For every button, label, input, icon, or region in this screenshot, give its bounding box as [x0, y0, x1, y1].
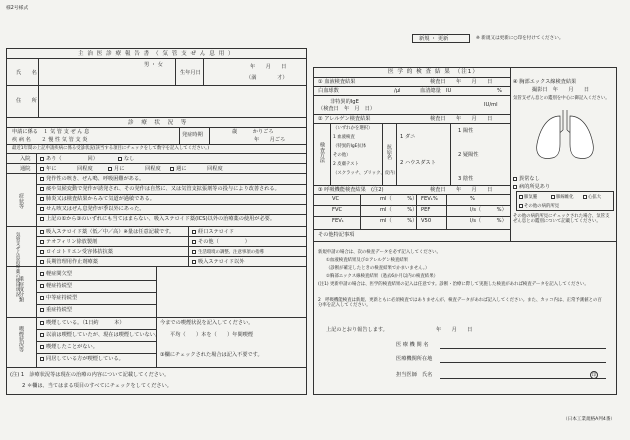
- ige-date: （検査日 年 月 日）: [318, 106, 376, 112]
- wbc-label: 白血球数: [318, 88, 339, 94]
- treatment-long-term: 長期管理用作止剤療薬: [46, 259, 98, 265]
- certify-date: 年 月 日: [436, 327, 473, 333]
- severity-item: 軽症持続型: [46, 283, 72, 289]
- recent-visits-note: 最近1年間の上記申請疾病に係る受診状況(該当する項目にチェックをして数字を記入してください。): [12, 146, 210, 151]
- seal-icon: [590, 371, 598, 379]
- lung-param: VC: [332, 196, 340, 202]
- severity-right-line: [156, 266, 157, 317]
- severity-item: 中等症持続型: [46, 295, 78, 301]
- severity-label: 重症度分類: [18, 276, 24, 302]
- symptom-checkbox[interactable]: [40, 177, 44, 181]
- doctor-name-label: 担当医師 氏名: [396, 372, 433, 378]
- treatment-ics-checkbox[interactable]: [40, 230, 44, 234]
- lung-unit-2: %: [470, 196, 475, 202]
- treatment-theophylline-checkbox[interactable]: [40, 240, 44, 244]
- allergy-method-label: 検査方法: [319, 142, 325, 163]
- chest-finding-checkbox[interactable]: [519, 204, 523, 208]
- symptom-text: 肺炎又は検査結果からみて気道が過敏である。: [46, 196, 155, 202]
- footnote-line: 2 呼吸機能検査は新規、更新ともに必須検査ではありませんが、検査データがあれば記入してください。また、カッコ内は、正常予測値との百分率を記入してください。: [318, 298, 602, 308]
- inpatient-no: なし: [124, 156, 135, 162]
- treatment-non-ics: 吸入ステロイド以外: [198, 259, 245, 265]
- footnote-line: ②胸部エックス線検査結果（過去6か月以内の検査結果）: [326, 274, 438, 279]
- certify-text: 上記のとおり報告します。: [326, 327, 388, 333]
- symptom-divider: [36, 194, 307, 195]
- allergy-date: 検査日 年 月 日: [430, 116, 493, 122]
- chest-title: ④ 胸部エックス線検査結果: [513, 79, 577, 85]
- smoking-divider: [36, 329, 156, 330]
- chest-finding: 肺気腫: [524, 194, 538, 200]
- allergen-item: 2 ハウスダスト: [400, 160, 436, 166]
- allergy-method-item: （特異的IgE抗体: [333, 144, 367, 149]
- wbc-unit: /μl: [394, 88, 401, 94]
- smoking-checkbox[interactable]: [40, 333, 44, 337]
- chest-finding: 心拡大: [588, 194, 602, 200]
- inpatient-no-checkbox[interactable]: [118, 157, 122, 161]
- severity-divider: [36, 280, 156, 281]
- severity-checkbox[interactable]: [40, 296, 44, 300]
- treatment-label: 気管支ぜん息治療薬の使用状況: [15, 232, 20, 297]
- chest-finding-checkbox[interactable]: [551, 195, 555, 199]
- severity-checkbox[interactable]: [40, 272, 44, 276]
- lung-col-2: [416, 194, 417, 229]
- symptom-text: 痰や気候変動で発作が誘発され、その発作は自然に、又は気管支拡張剤等の投与により改善される。: [46, 186, 280, 192]
- allergy-title: ② アレルゲン検査結果: [318, 116, 371, 122]
- lung-param: FEV₁: [332, 218, 344, 224]
- inpatient-label: 入院: [20, 156, 31, 162]
- severity-divider: [36, 292, 156, 293]
- clinic-address-label: 医療機関所在地: [396, 356, 433, 362]
- allergy-method-item: 1 血液検査: [333, 135, 355, 140]
- visits-year: 年に 回程度: [46, 166, 93, 172]
- smoking-item: 同居している方が喫煙している。: [46, 356, 124, 362]
- lung-row-divider: [313, 205, 510, 206]
- applicant-row1: 申請に係る １ 気 管 支 ぜ ん 息: [12, 129, 90, 135]
- severity-checkbox[interactable]: [40, 284, 44, 288]
- treatment-leukotriene-checkbox[interactable]: [40, 250, 44, 254]
- seal-text: 印: [591, 373, 597, 378]
- symptom-divider: [36, 204, 307, 205]
- inpatient-yes: あり（ 回）: [46, 156, 98, 162]
- footnote-line: (注1) 更新申請の場合は、医学的検査結果の記入は任意です。診断・治療に際して実施した検査があれば検査データを記入してください。: [318, 282, 589, 287]
- footnote-line: 新規申請の場合は、次の検査データを必ず記入してください。: [318, 250, 441, 255]
- blood-date: 検査日 年 月 日: [430, 79, 493, 85]
- treatment-environment: 生活環境の調整、注意事項の指導: [198, 249, 264, 255]
- visits-week-checkbox[interactable]: [170, 167, 174, 171]
- severity-item: 軽症間欠型: [46, 271, 72, 277]
- chest-note: 気管支ぜん息との鑑別を中心に御記入ください。: [513, 96, 610, 101]
- lung-unit-2: l/s（ %）: [470, 218, 507, 224]
- ige-label: 非特異的IgE: [330, 99, 359, 105]
- dob-label: 生年月日: [180, 70, 201, 76]
- smoking-divider: [36, 341, 156, 342]
- form-number: 様2号様式: [6, 6, 29, 11]
- onset-label: 発症時期: [182, 132, 203, 138]
- allergy-method-item: その他）: [333, 153, 351, 158]
- treatment-other-checkbox[interactable]: [192, 240, 196, 244]
- treatment-leukotriene: ロイコトリエン受容体拮抗薬: [46, 249, 113, 255]
- smoking-item: 喫煙したことがない。: [46, 344, 98, 350]
- lung-param-2: V50: [421, 218, 432, 224]
- onset-value2: 年 月ごろ: [254, 137, 286, 143]
- severity-item: 重症持続型: [46, 307, 72, 313]
- lung-title: ③ 呼吸機能検査結果 (注2): [318, 187, 384, 193]
- chest-abnormal: 病的所見あり: [519, 184, 551, 190]
- treatment-theophylline: テオフィリン徐放製剤: [46, 239, 98, 245]
- lab-title: 医 学 的 検 査 結 果 （注1）: [388, 69, 479, 75]
- treatment-environment-checkbox[interactable]: [192, 250, 196, 254]
- smoking-item: 以前は喫煙していたが、現在は喫煙していない。: [46, 332, 161, 338]
- blood-title: ① 血液検査結果: [318, 79, 356, 85]
- symptom-checkbox[interactable]: [40, 217, 44, 221]
- dob-value: 年 月 日: [250, 64, 287, 70]
- symptoms-label: 症状等: [18, 193, 24, 209]
- report-title: 主 治 医 診 療 報 告 書 （ 気 管 支 ぜ ん 息 用 ）: [78, 51, 235, 57]
- lung-row-divider: [313, 216, 510, 217]
- chest-other-note: その他の病的所見にチェックされた場合、気管支ぜん息との鑑別について記載してください。: [513, 214, 610, 224]
- inpatient-yes-checkbox[interactable]: [40, 157, 44, 161]
- smoking-history-value: 平均（ ）本を（ ）年間喫煙: [170, 332, 254, 338]
- footnote-line: （診断が確定したときの検査結果でかまいません。）: [326, 266, 430, 271]
- lung-param-2: FEV₁%: [421, 196, 438, 202]
- allergen-label: 抗原名: [386, 144, 392, 160]
- treatment-oral-steroid-checkbox[interactable]: [192, 230, 196, 234]
- chest-finding-checkbox[interactable]: [519, 195, 523, 199]
- allergy-method-item: （いずれかを選択）: [333, 126, 373, 131]
- symptom-divider: [36, 184, 307, 185]
- lung-param-2: PEF: [421, 207, 431, 213]
- visits-month-checkbox[interactable]: [108, 167, 112, 171]
- lung-unit-2: l/s（ %）: [470, 207, 507, 213]
- eos-unit: %: [497, 88, 502, 94]
- lung-unit: ml（ %）: [380, 218, 418, 224]
- chest-normal: 異常なし: [519, 176, 540, 182]
- chest-abnormal-checkbox[interactable]: [513, 185, 517, 189]
- name-label: 氏 名: [16, 70, 37, 76]
- symptom-text: 発作性の咳き、ぜん鳴、呼吸困難がある。: [46, 176, 145, 182]
- left-note-1: (注) 1 診療状況等は現在の治療の内容について記載してください。: [10, 372, 170, 378]
- other-notes: その他特記事項: [318, 232, 355, 238]
- lung-param: FVC: [332, 207, 343, 213]
- visits-year-checkbox[interactable]: [40, 167, 44, 171]
- smoking-history-prompt: 今までの喫煙状況を記入してください。: [160, 320, 254, 326]
- lung-unit: ml（ %）: [380, 196, 418, 202]
- new-update-note: ※ 新規又は更新に○印を付けてください。: [476, 36, 564, 41]
- treatment-long-term-checkbox[interactable]: [40, 260, 44, 264]
- visits-label: 通院: [20, 166, 31, 172]
- left-note-2: 2 ＊欄は、当てはまる項目のすべてにチェックをしてください。: [22, 383, 172, 389]
- chest-normal-checkbox[interactable]: [513, 177, 517, 181]
- allergy-method-item: （スクラッチ、プリック、皮内）: [333, 171, 398, 176]
- address-label: 住 所: [16, 98, 37, 104]
- symptom-divider: [36, 214, 307, 215]
- allergen-result: 3 陰性: [458, 176, 474, 182]
- symptom-text: せん咳又はぜん息発作が季以外にあった。: [46, 206, 145, 212]
- applicant-row2: 疾 病 名 ２ 慢 性 気 管 支 炎: [12, 137, 88, 143]
- chest-finding-checkbox[interactable]: [583, 195, 587, 199]
- symptom-checkbox[interactable]: [40, 187, 44, 191]
- allergen-result: 2 疑陽性: [458, 152, 479, 158]
- treatment-non-ics-checkbox[interactable]: [192, 260, 196, 264]
- new-update-label: 新規 ・ 更新: [419, 35, 449, 42]
- chest-finding: その他の病的所見: [524, 203, 560, 209]
- chest-date: 撮影日 年 月 日: [532, 87, 590, 93]
- chest-finding: 肺線維化: [556, 194, 574, 200]
- sex-value: 男 ・ 女: [144, 62, 163, 68]
- onset-value: 歳 かりごろ: [232, 129, 274, 135]
- severity-column-line: [36, 266, 37, 317]
- clinic-name-label: 医 療 機 関 名: [396, 342, 429, 348]
- smoking-label: 喫煙状況等: [18, 326, 24, 352]
- severity-checkbox[interactable]: [40, 308, 44, 312]
- treatment-oral-steroid: 経口ステロイド: [198, 229, 235, 235]
- page-footer: （日本工業規格A列4番）: [563, 417, 616, 422]
- allergy-method-item: 2 皮膚テスト: [333, 162, 359, 167]
- treatment-ics: 吸入ステロイド薬（低／中／高）※量は任意記載です。: [46, 229, 175, 235]
- symptom-checkbox[interactable]: [40, 197, 44, 201]
- lung-date: 検査日 年 月 日: [430, 187, 493, 193]
- footnote-line: ①血液検査結果及び②アレルゲン検査結果: [326, 258, 409, 263]
- visits-month: 月に 回程度: [114, 166, 161, 172]
- age-value: （満 才）: [246, 75, 288, 81]
- smoking-history-note: ③欄にチェックされた場合は記入不要です。: [160, 352, 263, 358]
- smoking-checkbox[interactable]: [40, 345, 44, 349]
- smoking-divider: [36, 353, 156, 354]
- lung-col-1: [360, 194, 361, 229]
- lungs-diagram: [530, 106, 600, 164]
- symptom-checkbox[interactable]: [40, 207, 44, 211]
- status-title: 診 療 状 況 等: [128, 120, 188, 126]
- allergen-item: 1 ダニ: [400, 134, 416, 140]
- treatment-other: その他（ ）: [198, 239, 250, 245]
- lung-col-3: [446, 194, 447, 229]
- smoking-checkbox[interactable]: [40, 321, 44, 325]
- symptom-text: 上記の①から③のいずれにも当てはまらない、吸入ステロイド薬(ICS)以外の治療薬の使用が必要。: [46, 216, 276, 222]
- lung-unit: ml（ %）: [380, 207, 418, 213]
- eos-label: 血清總量 IU: [420, 88, 452, 94]
- allergen-result: 1 陽性: [458, 128, 474, 134]
- ige-unit: IU/ml: [484, 102, 498, 108]
- smoking-item: 喫煙している。（1日約 本）: [46, 320, 125, 326]
- visits-week: 週に 回程度: [176, 166, 223, 172]
- smoking-checkbox[interactable]: [40, 357, 44, 361]
- severity-divider: [36, 304, 156, 305]
